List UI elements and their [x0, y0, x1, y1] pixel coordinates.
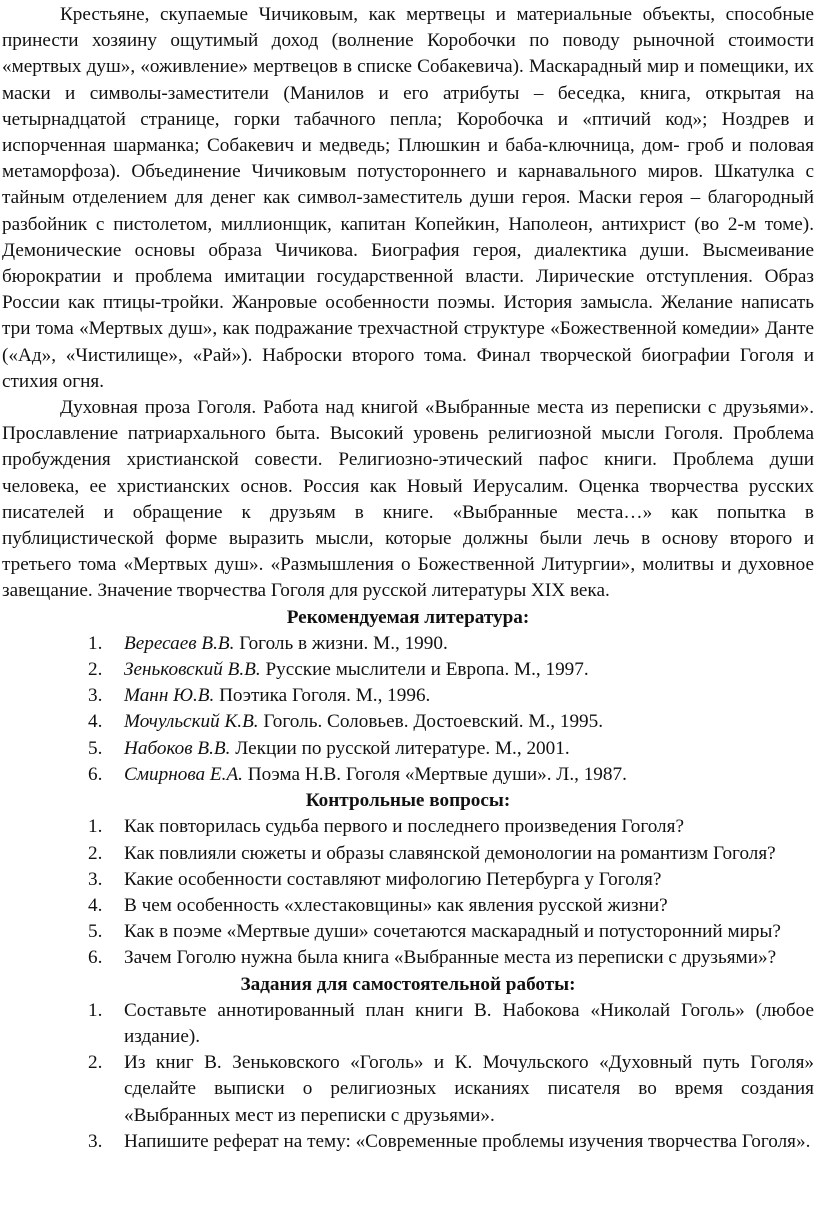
literature-item: 1. Вересаев В.В. Гоголь в жизни. М., 1990.	[88, 632, 448, 654]
literature-item: 2. Зеньковский В.В. Русские мыслители и Европа. М., 1997.	[88, 659, 589, 681]
body-paragraph-2: Духовная проза Гоголя. Работа над книгой «Выбранные места из переписки с друзьями». Прославление патриархального быта. Высокий уровень религиозной мысли Гоголя. Проблема пробуждения христианской совести. Религиозно-этический пафос книги. Проблема души человека, ее христианских основ. Россия как Новый Иерусалим. Оценка творчества русских писателей и обращение к друзьям в книге. «Выбранные места…» как попытка в публицистической форме выразить мысли, которые должны были лечь в основу второго и третьего тома «Мертвых душ». «Размышления о Божественной Литургии», молитвы и духовное завещание. Значение творчества Гоголя для русской литературы XIX века.	[2, 397, 814, 602]
literature-author: Смирнова Е.А.	[124, 763, 243, 785]
literature-title: Поэтика Гоголя. М., 1996.	[214, 685, 431, 707]
literature-item: 3. Манн Ю.В. Поэтика Гоголя. М., 1996.	[88, 685, 431, 707]
literature-author: Мочульский К.В.	[124, 711, 259, 733]
literature-title: Гоголь. Соловьев. Достоевский. М., 1995.	[258, 711, 604, 733]
question-text: Как повлияли сюжеты и образы славянской демонологии на романтизм Гоголя?	[124, 842, 776, 864]
task-item: 1. Составьте аннотированный план книги В. Набокова «Николай Гоголь» (любое издание).	[88, 999, 814, 1047]
question-item: 6. Зачем Гоголю нужна была книга «Выбранные места из переписки с друзьями»?	[88, 947, 777, 969]
questions-list	[2, 814, 814, 971]
question-text: Как повторилась судьба первого и последнего произведения Гоголя?	[124, 816, 684, 838]
literature-title: Русские мыслители и Европа. М., 1997.	[260, 659, 589, 681]
task-item: 3. Напишите реферат на тему: «Современные проблемы изучения творчества Гоголя».	[88, 1130, 811, 1152]
question-item: 4. В чем особенность «хлестаковщины» как явления русской жизни?	[88, 894, 668, 916]
task-text: Составьте аннотированный план книги В. Набокова «Николай Гоголь» (любое издание).	[124, 999, 814, 1047]
literature-author: Зеньковский В.В.	[124, 659, 261, 681]
literature-item: 4. Мочульский К.В. Гоголь. Соловьев. Достоевский. М., 1995.	[88, 711, 604, 733]
literature-author: Набоков В.В.	[124, 737, 231, 759]
question-item: 3. Какие особенности составляют мифологию Петербурга у Гоголя?	[88, 868, 662, 890]
literature-item: 5. Набоков В.В. Лекции по русской литературе. М., 2001.	[88, 737, 570, 759]
literature-title: Лекции по русской литературе. М., 2001.	[230, 737, 570, 759]
tasks-list	[2, 998, 814, 1155]
questions-heading: Контрольные вопросы:	[305, 790, 511, 812]
literature-title: Гоголь в жизни. М., 1990.	[234, 632, 448, 654]
question-item: 5. Как в поэме «Мертвые души» сочетаются маскарадный и потусторонний миры?	[88, 921, 781, 943]
literature-author: Манн Ю.В.	[124, 685, 215, 707]
question-text: В чем особенность «хлестаковщины» как явления русской жизни?	[124, 894, 668, 916]
task-item: 2. Из книг В. Зеньковского «Гоголь» и К. Мочульского «Духовный путь Гоголя» сделайте выписки о религиозных исканиях писателя во время создания «Выбранных мест из переписки с друзьями».	[88, 1052, 814, 1126]
body-paragraph-1: Крестьяне, скупаемые Чичиковым, как мертвецы и материальные объекты, способные принести хозяину ощутимый доход (волнение Коробочки по поводу рыночной стоимости «мертвых душ», «оживление» мертвецов в списке Собакевича). Маскарадный мир и помещики, их маски и символы-заместители (Манилов и его атрибуты – беседка, книга, открытая на четырнадцатой странице, горки табачного пепла; Коробочка и «птичий код»; Ноздрев и испорченная шарманка; Собакевич и медведь; Плюшкин и баба-ключница, дом- гроб и половая метаморфоза). Объединение Чичиковым потустороннего и карнавального миров. Шкатулка с тайным отделением для денег как символ-заместитель души героя. Маски героя – благородный разбойник с пистолетом, миллионщик, капитан Копейкин, Наполеон, антихрист (во 2-м томе). Демонические основы образа Чичикова. Биография героя, диалектика души. Высмеивание бюрократии и проблема имитации государственной власти. Лирические отступления. Образ России как птицы-тройки. Жанровые особенности поэмы. История замысла. Желание написать три тома «Мертвых душ», как подражание трехчастной структуре «Божественной комедии» Данте («Ад», «Чистилище», «Рай»). Наброски второго тома. Финал творческой биографии Гоголя и стихия огня.	[2, 4, 814, 392]
task-text: Из книг В. Зеньковского «Гоголь» и К. Мочульского «Духовный путь Гоголя» сделайте выписки о религиозных исканиях писателя во время создания «Выбранных мест из переписки с друзьями».	[124, 1052, 814, 1126]
question-item: 1. Как повторилась судьба первого и последнего произведения Гоголя?	[88, 816, 684, 838]
question-text: Как в поэме «Мертвые души» сочетаются маскарадный и потусторонний миры?	[124, 921, 781, 943]
question-text: Какие особенности составляют мифологию Петербурга у Гоголя?	[124, 868, 662, 890]
literature-heading: Рекомендуемая литература:	[286, 606, 530, 628]
literature-list	[2, 631, 814, 788]
task-text: Напишите реферат на тему: «Современные проблемы изучения творчества Гоголя».	[124, 1130, 811, 1152]
question-text: Зачем Гоголю нужна была книга «Выбранные места из переписки с друзьями»?	[124, 947, 777, 969]
tasks-heading: Задания для самостоятельной работы:	[240, 973, 576, 995]
literature-title: Поэма Н.В. Гоголя «Мертвые души». Л., 1987.	[242, 763, 627, 785]
question-item: 2. Как повлияли сюжеты и образы славянской демонологии на романтизм Гоголя?	[88, 842, 776, 864]
literature-item: 6. Смирнова Е.А. Поэма Н.В. Гоголя «Мертвые души». Л., 1987.	[88, 763, 627, 785]
literature-author: Вересаев В.В.	[124, 632, 235, 654]
